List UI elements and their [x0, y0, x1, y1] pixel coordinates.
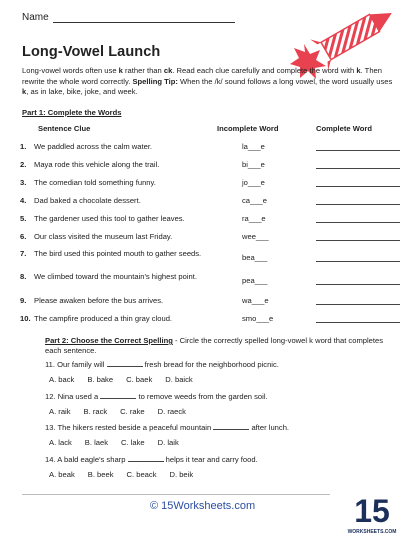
sentence-clue: The comedian told something funny. — [34, 178, 156, 187]
answer-blank[interactable] — [213, 422, 249, 430]
logo-number: 15 — [354, 493, 390, 529]
question-number: 5. — [20, 214, 27, 223]
footer-divider — [22, 494, 330, 495]
question-number: 9. — [20, 296, 27, 305]
answer-option[interactable]: C. baek — [126, 375, 153, 384]
intro-paragraph: Long-vowel words often use k rather than ck. Read each clue carefully and complete the word with k. Then rewrite the whole word correctly. Spelling Tip: When the /k/ sound follows a long vowel, the word usually uses k, as in lake, bike, joke, and week. — [22, 66, 393, 97]
name-field-row — [22, 12, 235, 23]
answer-option[interactable]: A. beak — [49, 470, 75, 479]
incomplete-word: smo___e — [242, 314, 274, 323]
answer-options — [49, 407, 186, 416]
complete-word-answer-line[interactable] — [316, 222, 400, 223]
answer-option[interactable]: D. baick — [165, 375, 193, 384]
multiple-choice-question — [45, 359, 400, 369]
question-number: 10. — [20, 314, 31, 323]
answer-option[interactable]: B. bake — [87, 375, 114, 384]
question-number: 8. — [20, 272, 27, 281]
answer-blank[interactable] — [128, 454, 164, 462]
answer-option[interactable]: C. rake — [120, 407, 145, 416]
question-text-before: Nina used a — [57, 392, 99, 401]
complete-word-answer-line[interactable] — [316, 240, 400, 241]
worksheet-title: Long-Vowel Launch — [22, 44, 161, 60]
answer-option[interactable]: A. raik — [49, 407, 71, 416]
answer-options — [49, 375, 193, 384]
question-number: 4. — [20, 196, 27, 205]
question-number: 2. — [20, 160, 27, 169]
question-text-after: fresh bread for the neighborhood picnic. — [144, 360, 279, 369]
answer-option[interactable]: B. laek — [84, 438, 109, 447]
question-text-after: after lunch. — [251, 423, 290, 432]
question-text-after: helps it tear and carry food. — [165, 455, 258, 464]
name-label: Name — [22, 12, 49, 23]
complete-word-answer-line[interactable] — [316, 304, 400, 305]
complete-word-answer-line[interactable] — [316, 150, 400, 151]
answer-option[interactable]: B. rack — [83, 407, 108, 416]
complete-word-answer-line[interactable] — [316, 186, 400, 187]
complete-word-answer-line[interactable] — [316, 261, 400, 262]
multiple-choice-question — [45, 422, 400, 432]
answer-options — [49, 470, 193, 479]
incomplete-word: jo___e — [242, 178, 265, 187]
answer-option[interactable]: D. laik — [157, 438, 179, 447]
multiple-choice-question — [45, 454, 400, 464]
sentence-clue: Our class visited the museum last Friday. — [34, 232, 173, 241]
answer-option[interactable]: C. lake — [121, 438, 145, 447]
incomplete-word: la___e — [242, 142, 265, 151]
complete-word-answer-line[interactable] — [316, 204, 400, 205]
answer-option[interactable]: D. raeck — [157, 407, 186, 416]
sentence-clue: Maya rode this vehicle along the trail. — [34, 160, 160, 169]
answer-option[interactable]: A. back — [49, 375, 75, 384]
question-number: 6. — [20, 232, 27, 241]
name-input-line[interactable] — [53, 12, 235, 23]
question-text-before: Our family will — [57, 360, 105, 369]
question-text-after: to remove weeds from the garden soil. — [138, 392, 268, 401]
multiple-choice-question — [45, 391, 400, 401]
complete-word-answer-line[interactable] — [316, 284, 400, 285]
sentence-clue: The campfire produced a thin gray cloud. — [34, 314, 173, 323]
answer-option[interactable]: C. beack — [126, 470, 157, 479]
complete-word-answer-line[interactable] — [316, 322, 400, 323]
part2-heading: Part 2: Choose the Correct Spelling — [45, 336, 173, 345]
answer-blank[interactable] — [100, 391, 136, 399]
answer-option[interactable]: B. beek — [87, 470, 114, 479]
question-number: 3. — [20, 178, 27, 187]
footer-copyright[interactable]: © 15Worksheets.com — [150, 500, 256, 512]
incomplete-word: wa___e — [242, 296, 269, 305]
column-header-complete: Complete Word — [316, 124, 372, 133]
question-number: 11. — [45, 360, 55, 369]
worksheets-logo — [347, 488, 397, 536]
sentence-clue: Dad baked a chocolate dessert. — [34, 196, 141, 205]
question-number: 12. — [45, 392, 56, 401]
part2-instructions: Part 2: Choose the Correct Spelling - Circle the correctly spelled long-vowel k word that completes each sentence. — [45, 336, 384, 356]
answer-options — [49, 438, 179, 447]
answer-option[interactable]: D. beik — [169, 470, 194, 479]
question-number: 1. — [20, 142, 27, 151]
incomplete-word: bi___e — [242, 160, 265, 169]
answer-blank[interactable] — [107, 359, 143, 367]
column-header-incomplete: Incomplete Word — [217, 124, 279, 133]
complete-word-answer-line[interactable] — [316, 168, 400, 169]
incomplete-word: ra___e — [242, 214, 266, 223]
part1-heading: Part 1: Complete the Words — [22, 108, 122, 117]
incomplete-word: ca___e — [242, 196, 267, 205]
question-number: 13. — [45, 423, 56, 432]
sentence-clue: The bird used this pointed mouth to gather seeds. — [34, 249, 202, 258]
sentence-clue: We paddled across the calm water. — [34, 142, 153, 151]
question-number: 7. — [20, 249, 27, 258]
column-header-clue: Sentence Clue — [38, 124, 91, 133]
question-text-before: The hikers rested beside a peaceful mountain — [57, 423, 212, 432]
sentence-clue: Please awaken before the bus arrives. — [34, 296, 164, 305]
incomplete-word: bea___ — [242, 253, 268, 262]
incomplete-word: wee___ — [242, 232, 269, 241]
incomplete-word: pea___ — [242, 276, 268, 285]
sentence-clue: The gardener used this tool to gather leaves. — [34, 214, 185, 223]
question-text-before: A bald eagle's sharp — [57, 455, 126, 464]
question-number: 14. — [45, 455, 56, 464]
answer-option[interactable]: A. lack — [49, 438, 72, 447]
logo-text: WORKSHEETS.COM — [347, 529, 397, 535]
sentence-clue: We climbed toward the mountain's highest point. — [34, 272, 197, 281]
